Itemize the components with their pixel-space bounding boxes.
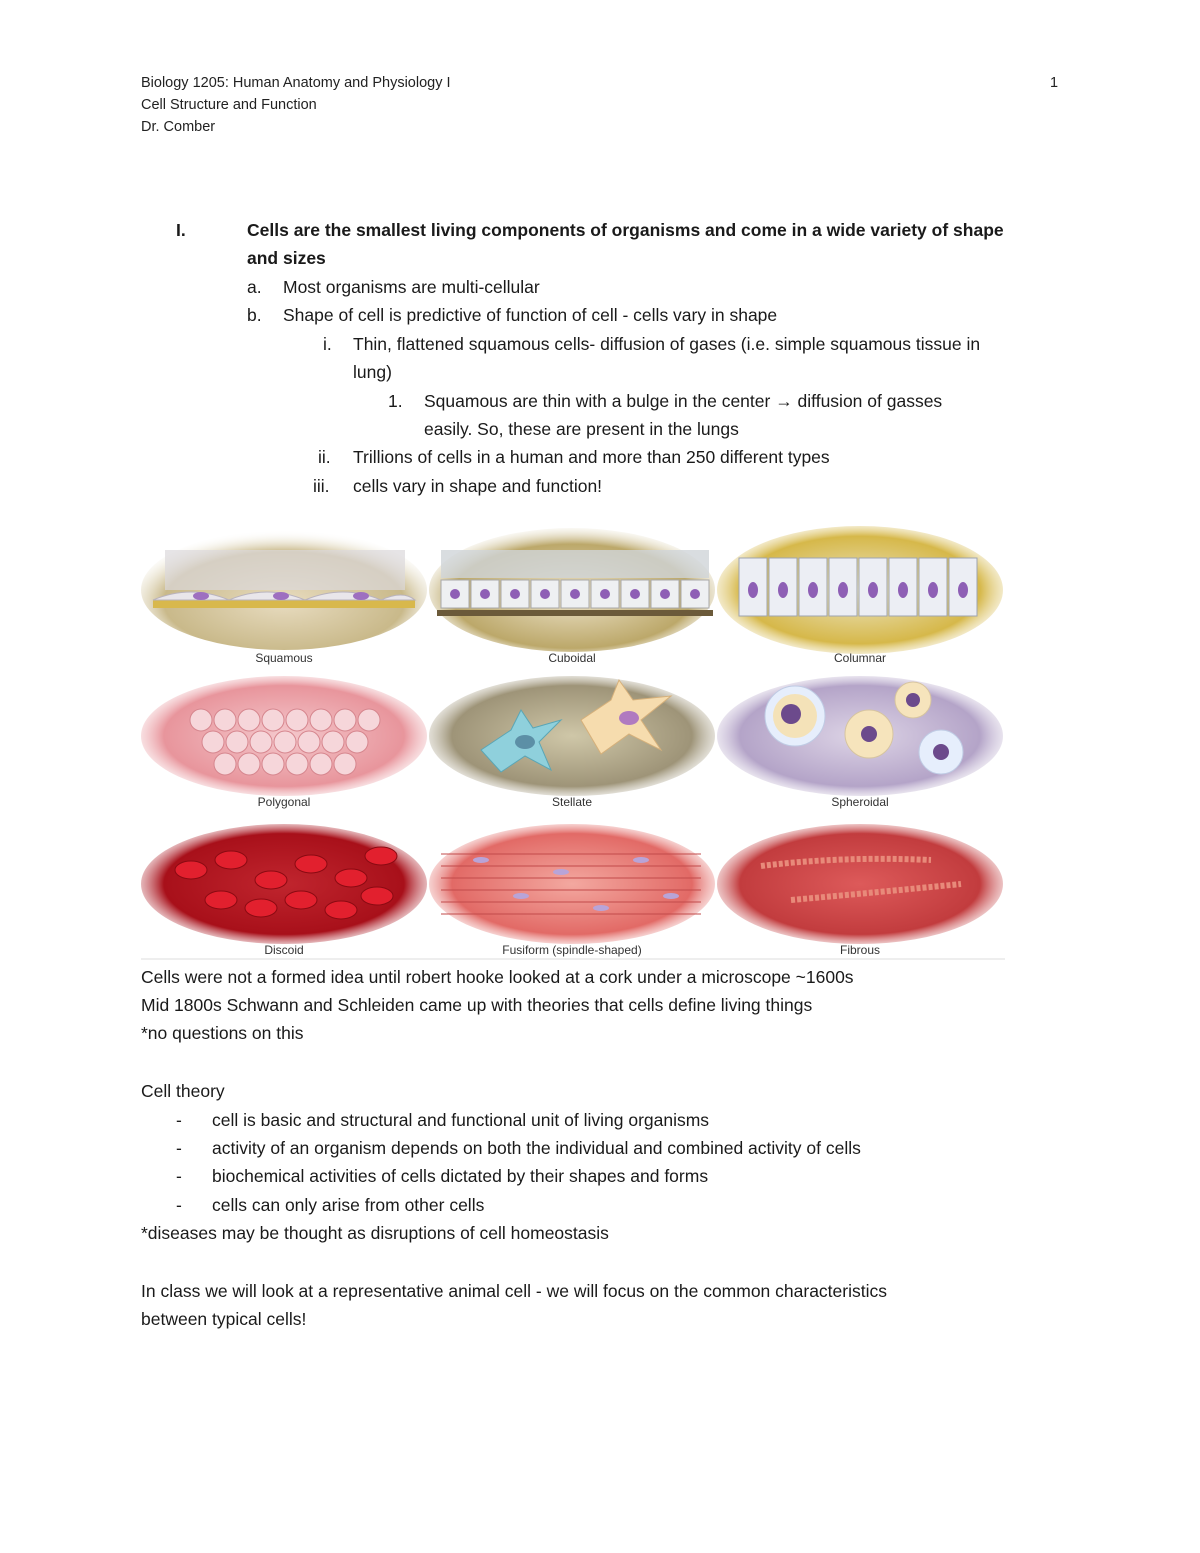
topic-title: Cell Structure and Function	[141, 97, 317, 113]
closing-line-1: In class we will look at a representative animal cell - we will focus on the common characteristics	[141, 1281, 887, 1301]
outline-bi1-text-line2: easily. So, these are present in the lungs	[424, 419, 739, 439]
outline-biii-marker: iii.	[313, 476, 330, 496]
outline-bi1-marker: 1.	[388, 391, 403, 411]
caption-fusiform: Fusiform (spindle-shaped)	[502, 943, 642, 957]
history-line-2: Mid 1800s Schwann and Schleiden came up with theories that cells define living things	[141, 995, 813, 1015]
cell-theory-item: activity of an organism depends on both the individual and combined activity of cells	[212, 1138, 861, 1158]
history-note: *no questions on this	[141, 1023, 304, 1043]
cell-theory-note: *diseases may be thought as disruptions of cell homeostasis	[141, 1223, 609, 1243]
caption-stellate: Stellate	[551, 795, 593, 809]
outline-b-text: Shape of cell is predictive of function of cell - cells vary in shape	[283, 305, 778, 325]
cell-shapes-figure	[141, 520, 1005, 960]
outline-I-text-line1: Cells are the smallest living components of organisms and come in a wide variety of shape	[247, 220, 1004, 240]
outline-a-text: Most organisms are multi-cellular	[283, 277, 540, 297]
cell-theory-title: Cell theory	[141, 1081, 225, 1101]
caption-fibrous: Fibrous	[839, 943, 881, 957]
outline-biii-text: cells vary in shape and function!	[353, 476, 603, 496]
cell-theory-item: cell is basic and structural and functional unit of living organisms	[212, 1110, 710, 1130]
columnar-cell-illustration	[717, 526, 1003, 654]
bullet-marker: -	[176, 1166, 182, 1186]
outline-I-text-line2: and sizes	[247, 248, 326, 268]
caption-polygonal: Polygonal	[257, 795, 311, 809]
caption-spheroidal: Spheroidal	[831, 795, 889, 809]
spheroidal-cell-illustration	[717, 676, 1003, 796]
outline-a-marker: a.	[247, 277, 262, 297]
closing-line-2: between typical cells!	[141, 1309, 307, 1329]
fibrous-cell-illustration	[717, 824, 1003, 944]
outline-b-marker: b.	[247, 305, 262, 325]
cell-theory-item: cells can only arise from other cells	[212, 1195, 485, 1215]
bullet-marker: -	[176, 1138, 182, 1158]
outline-bi1-text-line1: Squamous are thin with a bulge in the center → diffusion of gasses	[424, 391, 943, 411]
bullet-marker: -	[176, 1195, 182, 1215]
squamous-cell-illustration	[141, 530, 427, 650]
stellate-cell-illustration	[429, 676, 715, 796]
history-line-1: Cells were not a formed idea until robert hooke looked at a cork under a microscope ~1600s	[141, 967, 854, 987]
discoid-cell-illustration	[141, 824, 427, 944]
outline-bi-text-line2: lung)	[353, 362, 392, 382]
outline-I-marker: I.	[176, 220, 186, 240]
outline-bii-marker: ii.	[318, 447, 331, 467]
outline-bi-marker: i.	[323, 334, 332, 354]
outline-bi-text-line1: Thin, flattened squamous cells- diffusion of gases (i.e. simple squamous tissue in	[353, 334, 981, 354]
instructor-name: Dr. Comber	[141, 119, 216, 135]
bullet-marker: -	[176, 1110, 182, 1130]
course-title: Biology 1205: Human Anatomy and Physiology I	[141, 75, 451, 91]
caption-cuboidal: Cuboidal	[548, 651, 596, 665]
caption-discoid: Discoid	[264, 943, 304, 957]
cuboidal-cell-illustration	[429, 528, 715, 652]
caption-squamous: Squamous	[255, 651, 313, 665]
page-number: 1	[1050, 75, 1059, 91]
polygonal-cell-illustration	[141, 676, 427, 796]
outline-bii-text: Trillions of cells in a human and more than 250 different types	[353, 447, 830, 467]
cell-theory-item: biochemical activities of cells dictated by their shapes and forms	[212, 1166, 709, 1186]
caption-columnar: Columnar	[833, 651, 887, 665]
fusiform-cell-illustration	[429, 824, 715, 944]
